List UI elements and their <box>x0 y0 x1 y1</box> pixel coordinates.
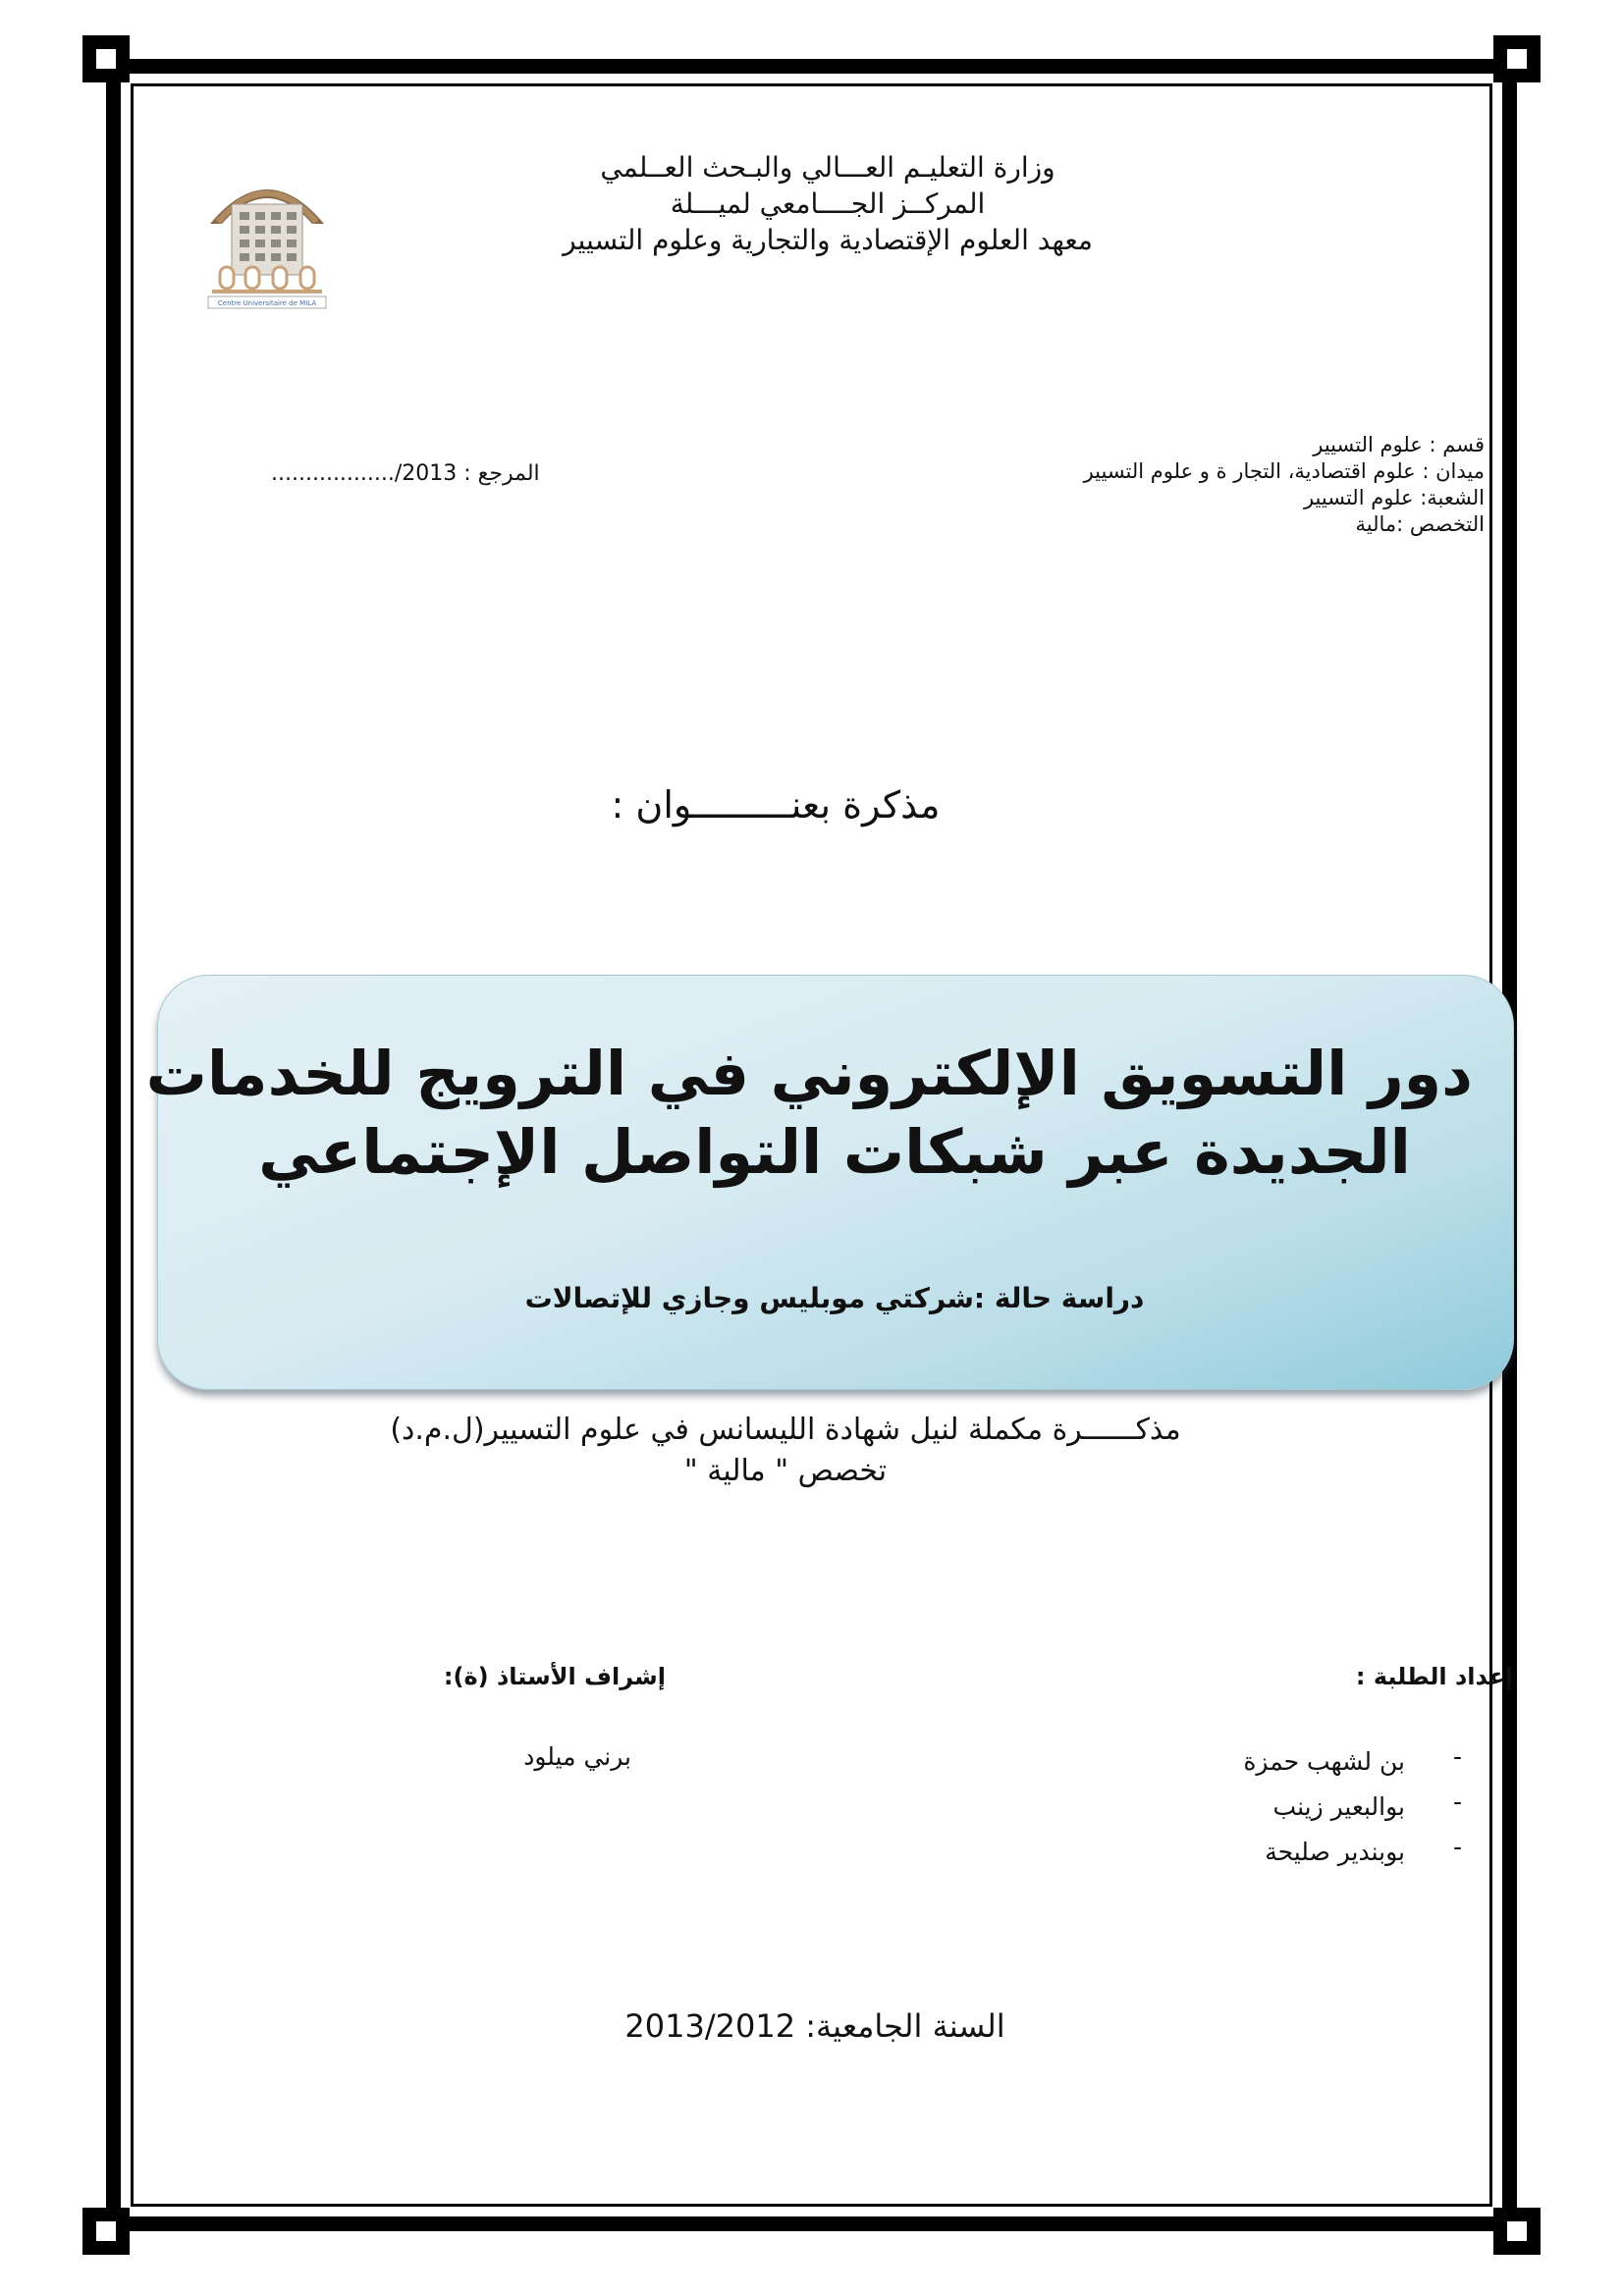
thesis-purpose <box>295 1410 1276 1492</box>
thesis-purpose-line-1: مذكــــــرة مكملة لنيل شهادة الليسانس في علوم التسيير(ل.م.د) <box>390 1413 1181 1447</box>
supervisor-label: إشراف الأستاذ (ة): <box>443 1663 666 1690</box>
institution-header <box>514 149 1142 258</box>
university-center-name: المركــز الجــــامعي لميـــلة <box>670 187 986 220</box>
reference-line <box>271 461 605 486</box>
memo-heading: مذكرة بعنـــــــــوان : <box>611 783 941 827</box>
student-name-2: بوالبعير زينب <box>1272 1792 1405 1821</box>
department-info <box>982 432 1485 538</box>
department-field: ميدان : علوم اقتصادية، التجار ة و علوم التسيير <box>1083 459 1485 483</box>
students-label: إعداد الطلبة : <box>1355 1663 1513 1690</box>
reference-label: المرجع : <box>463 461 540 486</box>
supervisor-name: برني ميلود <box>523 1742 631 1771</box>
thesis-title-line-2: الجديدة عبر شبكات التواصل الإجتماعي <box>258 1116 1411 1188</box>
thesis-title <box>145 1035 1473 1192</box>
department-section: قسم : علوم التسيير <box>1313 433 1485 456</box>
academic-year: السنة الجامعية: 2013/2012 <box>624 2007 1005 2045</box>
case-study: دراسة حالة :شركتي موبليس وجازي للإتصالات <box>524 1282 1145 1314</box>
student-bullet-3: - <box>1453 1833 1463 1861</box>
thesis-title-line-1: دور التسويق الإلكتروني في الترويج للخدمات <box>145 1038 1473 1109</box>
ministry-name: وزارة التعليـم العـــالي والبـحث العــلمي <box>600 151 1055 184</box>
student-name-3: بوبندير صليحة <box>1265 1838 1405 1866</box>
thesis-specialty-line: تخصص " مالية " <box>683 1454 888 1488</box>
logo-caption: Centre Universitaire de MILA <box>217 299 317 307</box>
border-corner-bottom-right <box>1493 2208 1541 2255</box>
border-corner-top-right <box>1493 35 1541 82</box>
student-name-1: بن لشهب حمزة <box>1243 1747 1405 1776</box>
student-bullet-2: - <box>1453 1788 1463 1816</box>
student-bullet-1: - <box>1453 1742 1463 1771</box>
reference-value: ................../2013 <box>271 461 458 486</box>
department-specialty: التخصص :مالية <box>1355 512 1485 536</box>
border-corner-bottom-left <box>82 2208 130 2255</box>
department-branch: الشعبة: علوم التسيير <box>1303 486 1485 509</box>
university-logo <box>202 165 332 312</box>
border-corner-top-left <box>82 35 130 82</box>
institute-name: معهد العلوم الإقتصادية والتجارية وعلوم التسيير <box>563 224 1093 256</box>
